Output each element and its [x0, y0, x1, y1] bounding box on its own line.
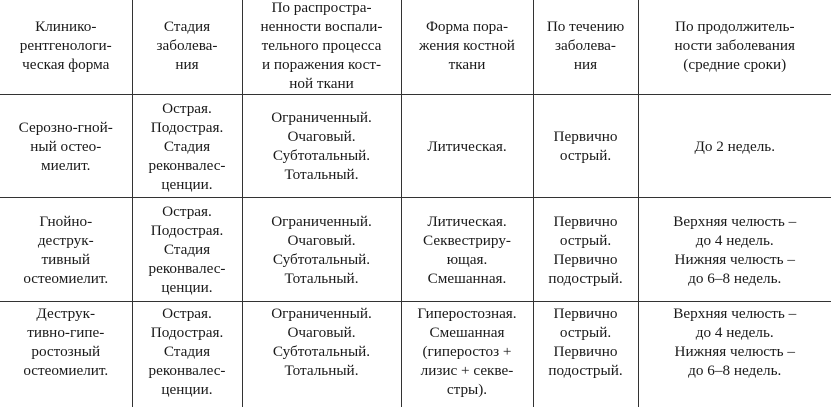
cell-form: Деструк- тивно-гипе- ростозный остеомиелит. [0, 302, 132, 407]
header-duration: По продолжитель- ности заболевания (средние сроки) [638, 0, 831, 95]
cell-form: Серозно-гной- ный остео- миелит. [0, 95, 132, 198]
header-disease-stage: Стадия заболева- ния [132, 0, 242, 95]
header-clinical-form: Клинико- рентгенологи- ческая форма [0, 0, 132, 95]
cell-duration: Верхняя челюсть – до 4 недель. Нижняя челюсть – до 6–8 недель. [638, 198, 831, 302]
cell-stage: Острая. Подострая. Стадия реконвалес- ценции. [132, 95, 242, 198]
cell-spread: Ограниченный. Очаговый. Субтотальный. Тотальный. [242, 198, 401, 302]
cell-course: Первично острый. Первично подострый. [533, 198, 638, 302]
cell-lesion: Гиперостозная. Смешанная (гиперостоз + лизис + секве- стры). [401, 302, 533, 407]
table-row [0, 198, 831, 302]
cell-spread: Ограниченный. Очаговый. Субтотальный. Тотальный. [242, 95, 401, 198]
cell-form: Гнойно- деструк- тивный остеомиелит. [0, 198, 132, 302]
cell-spread: Ограниченный. Очаговый. Субтотальный. Тотальный. [242, 302, 401, 407]
cell-course: Первично острый. [533, 95, 638, 198]
cell-stage: Острая. Подострая. Стадия реконвалес- ценции. [132, 198, 242, 302]
header-lesion-form: Форма пора- жения костной ткани [401, 0, 533, 95]
header-spread: По распростра- ненности воспали- тельного процесса и поражения кост- ной ткани [242, 0, 401, 95]
cell-stage: Острая. Подострая. Стадия реконвалес- ценции. [132, 302, 242, 407]
header-course: По течению заболева- ния [533, 0, 638, 95]
cell-lesion: Литическая. [401, 95, 533, 198]
table-row [0, 95, 831, 198]
cell-lesion: Литическая. Секвестриру- ющая. Смешанная. [401, 198, 533, 302]
table-header-row [0, 0, 831, 95]
table-row [0, 302, 831, 407]
cell-duration: До 2 недель. [638, 95, 831, 198]
cell-duration: Верхняя челюсть – до 4 недель. Нижняя челюсть – до 6–8 недель. [638, 302, 831, 407]
cell-course: Первично острый. Первично подострый. [533, 302, 638, 407]
